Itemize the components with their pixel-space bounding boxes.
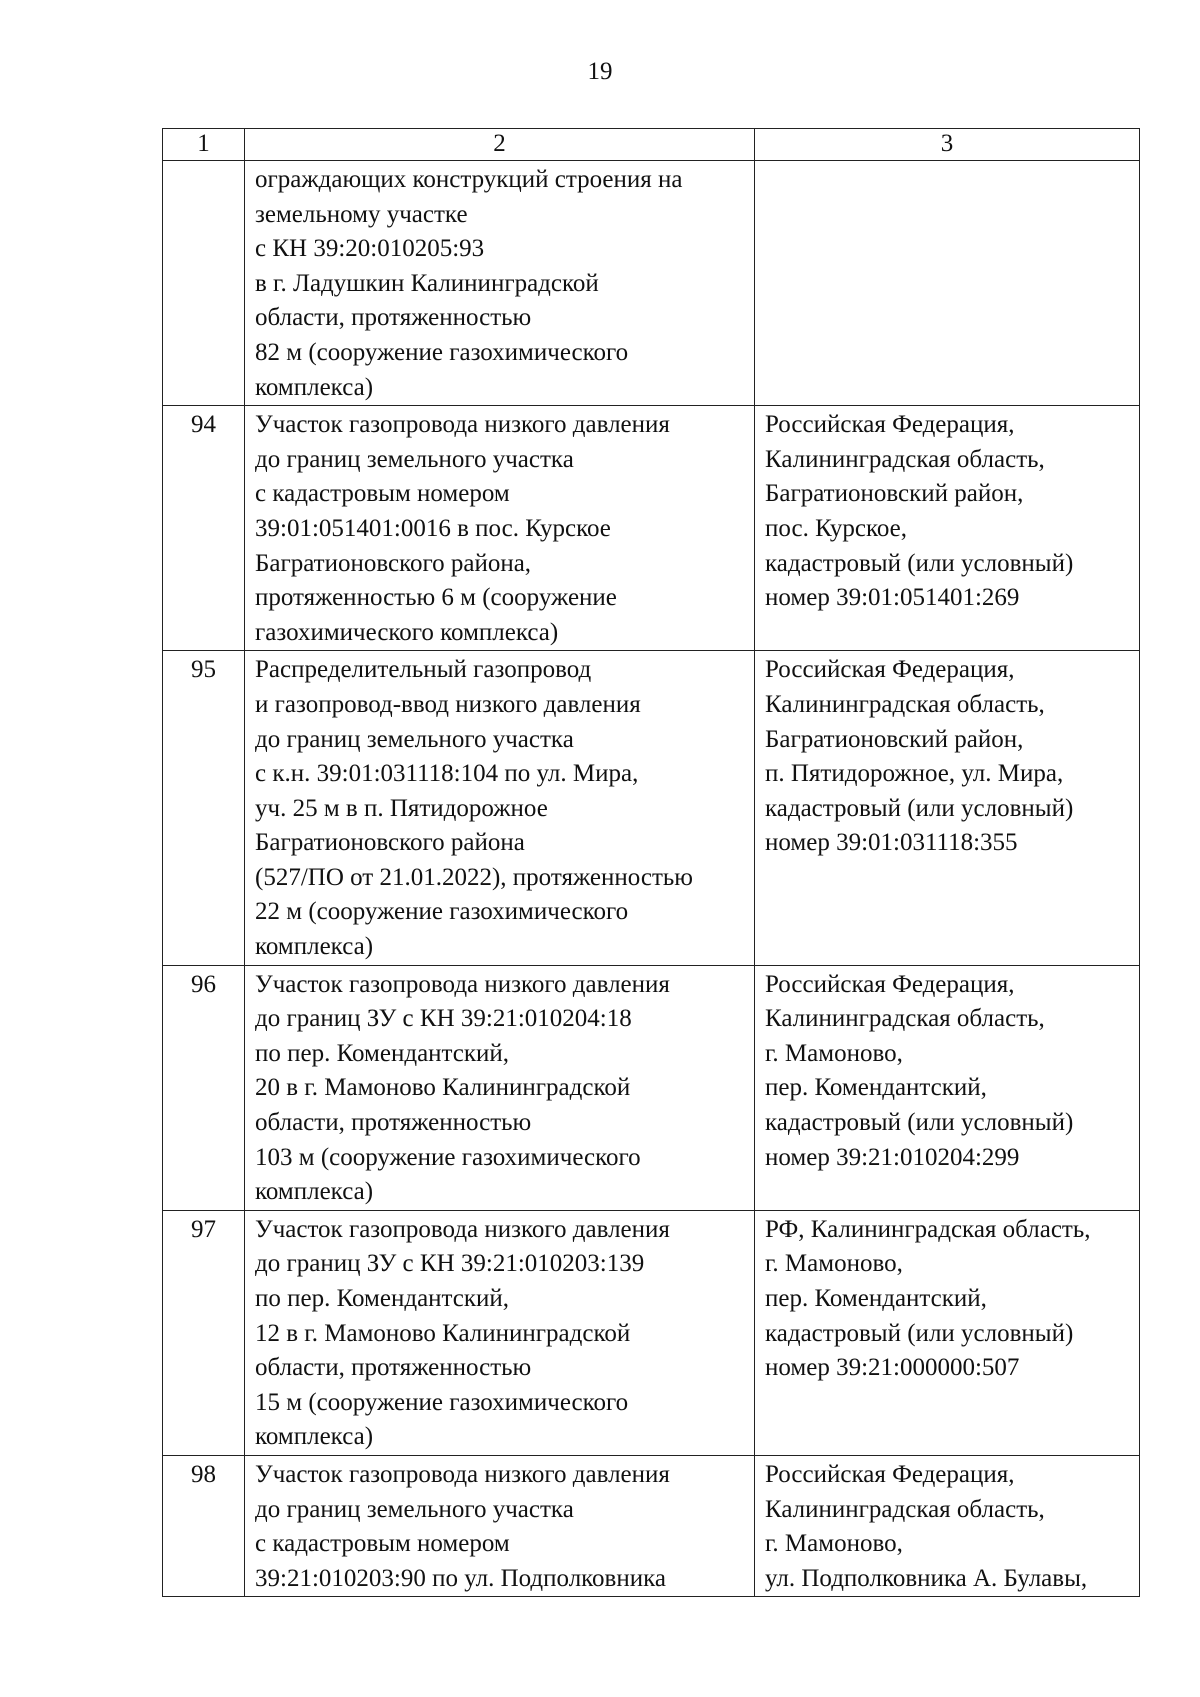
object-address	[755, 651, 1140, 965]
table-row	[163, 1210, 1140, 1455]
column-header-address: 3	[755, 129, 1140, 161]
table-row	[163, 965, 1140, 1210]
object-description-line: области, протяженностью	[255, 1354, 532, 1382]
object-address-line: кадастровый (или условный)	[765, 1109, 1074, 1137]
object-address-line: кадастровый (или условный)	[765, 549, 1074, 577]
object-description-line: с к.н. 39:01:031118:104 по ул. Мира,	[255, 760, 639, 788]
object-description-line: комплекса)	[255, 1423, 374, 1451]
row-number: 98	[163, 1455, 245, 1596]
object-description-line: области, протяженностью	[255, 304, 532, 332]
row-number	[163, 161, 245, 406]
object-description	[245, 1455, 755, 1596]
object-address-line: Российская Федерация,	[765, 411, 1015, 439]
object-description-line: по пер. Комендантский,	[255, 1285, 510, 1312]
object-address-line: п. Пятидорожное, ул. Мира,	[765, 760, 1064, 788]
object-description-line: земельному участке	[255, 200, 468, 228]
object-address-line: Калининградская область,	[765, 445, 1045, 473]
object-address-line: номер 39:01:051401:269	[765, 584, 1020, 612]
object-description	[245, 651, 755, 965]
header-row	[163, 129, 1140, 161]
object-address-line: Российская Федерация,	[765, 656, 1015, 684]
object-description-line: с КН 39:20:010205:93	[255, 235, 485, 263]
object-description-line: (527/ПО от 21.01.2022), протяженностью	[255, 863, 693, 891]
row-number: 95	[163, 651, 245, 965]
object-description-line: до границ ЗУ с КН 39:21:010203:139	[255, 1250, 645, 1278]
object-address-line: пос. Курское,	[765, 514, 908, 542]
object-address-line: номер 39:21:010204:299	[765, 1143, 1020, 1171]
object-description-line: Участок газопровода низкого давления	[255, 970, 670, 998]
object-description-line: комплекса)	[255, 373, 374, 401]
object-description-line: комплекса)	[255, 1178, 374, 1206]
object-description-line: Участок газопровода низкого давления	[255, 1215, 670, 1243]
object-description-line: Багратионовского района	[255, 829, 525, 857]
object-description-line: 103 м (сооружение газохимического	[255, 1143, 641, 1171]
object-address-line: Багратионовский район,	[765, 480, 1024, 508]
table-row	[163, 161, 1140, 406]
object-description-line: до границ земельного участка	[255, 725, 574, 753]
object-address-line: г. Мамоново,	[765, 1039, 903, 1067]
object-description-line: и газопровод-ввод низкого давления	[255, 690, 641, 718]
object-address	[755, 406, 1140, 651]
object-address-line: г. Мамоново,	[765, 1250, 903, 1278]
object-address-line: РФ, Калининградская область,	[765, 1215, 1091, 1243]
object-description-line: уч. 25 м в п. Пятидорожное	[255, 794, 548, 822]
object-description-line: комплекса)	[255, 933, 374, 961]
column-header-description: 2	[245, 129, 755, 161]
object-description-line: протяженностью 6 м (сооружение	[255, 584, 617, 612]
object-address-line: кадастровый (или условный)	[765, 1319, 1074, 1347]
object-address-line: Калининградская область,	[765, 690, 1045, 718]
object-address-line: Багратионовский район,	[765, 725, 1024, 753]
object-address-line: Российская Федерация,	[765, 1460, 1015, 1488]
object-address	[755, 161, 1140, 406]
object-description-line: с кадастровым номером	[255, 480, 510, 508]
object-description	[245, 161, 755, 406]
object-description-line: до границ земельного участка	[255, 1495, 574, 1523]
object-description-line: 12 в г. Мамоново Калининградской	[255, 1319, 631, 1347]
object-description-line: 82 м (сооружение газохимического	[255, 338, 629, 366]
table-row	[163, 406, 1140, 651]
object-description-line: 20 в г. Мамоново Калининградской	[255, 1074, 631, 1102]
object-address-line: номер 39:01:031118:355	[765, 829, 1018, 857]
object-address-line: пер. Комендантский,	[765, 1285, 987, 1312]
object-description-line: в г. Ладушкин Калининградской	[255, 269, 599, 297]
object-address	[755, 1455, 1140, 1596]
row-number: 97	[163, 1210, 245, 1455]
page-number: 19	[587, 58, 613, 85]
object-description	[245, 965, 755, 1210]
object-description-line: 39:01:051401:0016 в пос. Курское	[255, 514, 611, 542]
row-number: 96	[163, 965, 245, 1210]
object-description-line: по пер. Комендантский,	[255, 1039, 510, 1067]
object-description-line: до границ земельного участка	[255, 445, 574, 473]
row-number: 94	[163, 406, 245, 651]
object-address	[755, 965, 1140, 1210]
object-description-line: газохимического комплекса)	[255, 618, 559, 646]
column-header-number: 1	[163, 129, 245, 161]
object-description-line: Багратионовского района,	[255, 549, 532, 577]
table-row	[163, 1455, 1140, 1596]
object-address-line: Российская Федерация,	[765, 970, 1015, 998]
register-table	[162, 128, 1140, 1597]
object-description-line: Участок газопровода низкого давления	[255, 1460, 670, 1488]
object-address-line: Калининградская область,	[765, 1495, 1045, 1523]
object-address-line: кадастровый (или условный)	[765, 794, 1074, 822]
object-description-line: до границ ЗУ с КН 39:21:010204:18	[255, 1005, 632, 1033]
object-address	[755, 1210, 1140, 1455]
object-address-line: ул. Подполковника А. Булавы,	[765, 1564, 1088, 1592]
object-description-line: 22 м (сооружение газохимического	[255, 898, 629, 926]
object-description-line: 15 м (сооружение газохимического	[255, 1388, 629, 1416]
object-description	[245, 1210, 755, 1455]
object-description-line: Распределительный газопровод	[255, 656, 592, 684]
table-row	[163, 651, 1140, 965]
object-address-line: г. Мамоново,	[765, 1530, 903, 1558]
object-description-line: 39:21:010203:90 по ул. Подполковника	[255, 1564, 666, 1592]
object-address-line: пер. Комендантский,	[765, 1074, 987, 1102]
object-description-line: с кадастровым номером	[255, 1530, 510, 1558]
object-description	[245, 406, 755, 651]
object-description-line: ограждающих конструкций строения на	[255, 166, 683, 193]
object-description-line: Участок газопровода низкого давления	[255, 411, 670, 439]
object-address-line: номер 39:21:000000:507	[765, 1354, 1020, 1382]
object-description-line: области, протяженностью	[255, 1109, 532, 1137]
object-address-line: Калининградская область,	[765, 1005, 1045, 1033]
